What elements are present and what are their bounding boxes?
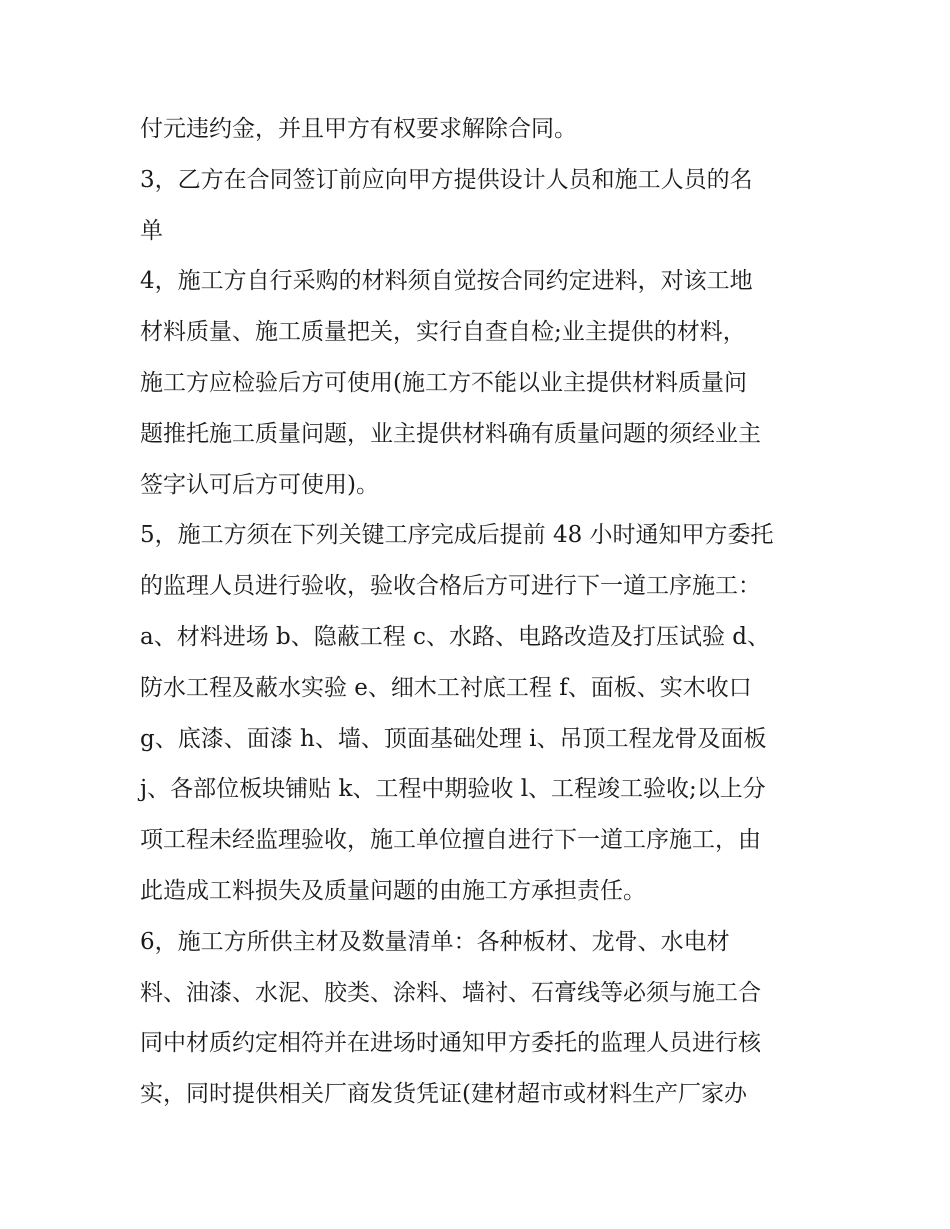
text-line: 题推托施工质量问题，业主提供材料确有质量问题的须经业主 [140, 420, 761, 447]
text-line: 付元违约金，并且甲方有权要求解除合同。 [140, 116, 577, 142]
text-line: 5，施工方须在下列关键工序完成后提前 48 小时通知甲方委托 [140, 522, 774, 549]
text-line: 签字认可后方可使用)。 [140, 471, 379, 498]
text-line: 单 [140, 217, 163, 244]
text-line: 实，同时提供相关厂商发货凭证(建材超市或材料生产厂家办 [140, 1081, 747, 1108]
text-line: 材料质量、施工质量把关，实行自查自检;业主提供的材料， [140, 319, 746, 346]
text-line: 的监理人员进行验收，验收合格后方可进行下一道工序施工： [140, 573, 761, 600]
text-line: g、底漆、面漆 h、墙、顶面基础处理 i、吊顶工程龙骨及面板 [140, 725, 767, 752]
text-line: 施工方应检验后方可使用(施工方不能以业主提供材料质量问 [140, 369, 747, 396]
text-line: 项工程未经监理验收，施工单位擅自进行下一道工序施工，由 [140, 827, 761, 854]
text-line: 此造成工料损失及质量问题的由施工方承担责任。 [140, 877, 646, 904]
text-line: 料、油漆、水泥、胶类、涂料、墙衬、石膏线等必须与施工合 [140, 979, 761, 1006]
text-line: 4，施工方自行采购的材料须自觉按合同约定进料，对该工地 [140, 268, 753, 295]
text-line: j、各部位板块铺贴 k、工程中期验收 l、工程竣工验收;以上分 [140, 776, 766, 803]
text-line: 6，施工方所供主材及数量清单：各种板材、龙骨、水电材 [140, 928, 730, 955]
text-line: 3，乙方在合同签订前应向甲方提供设计人员和施工人员的名 [140, 166, 753, 193]
text-line: a、材料进场 b、隐蔽工程 c、水路、电路改造及打压试验 d、 [140, 623, 770, 650]
text-line: 同中材质约定相符并在进场时通知甲方委托的监理人员进行核 [140, 1030, 761, 1057]
text-line: 防水工程及蔽水实验 e、细木工衬底工程 f、面板、实木收口 [140, 674, 752, 701]
contract-text [140, 104, 820, 1120]
